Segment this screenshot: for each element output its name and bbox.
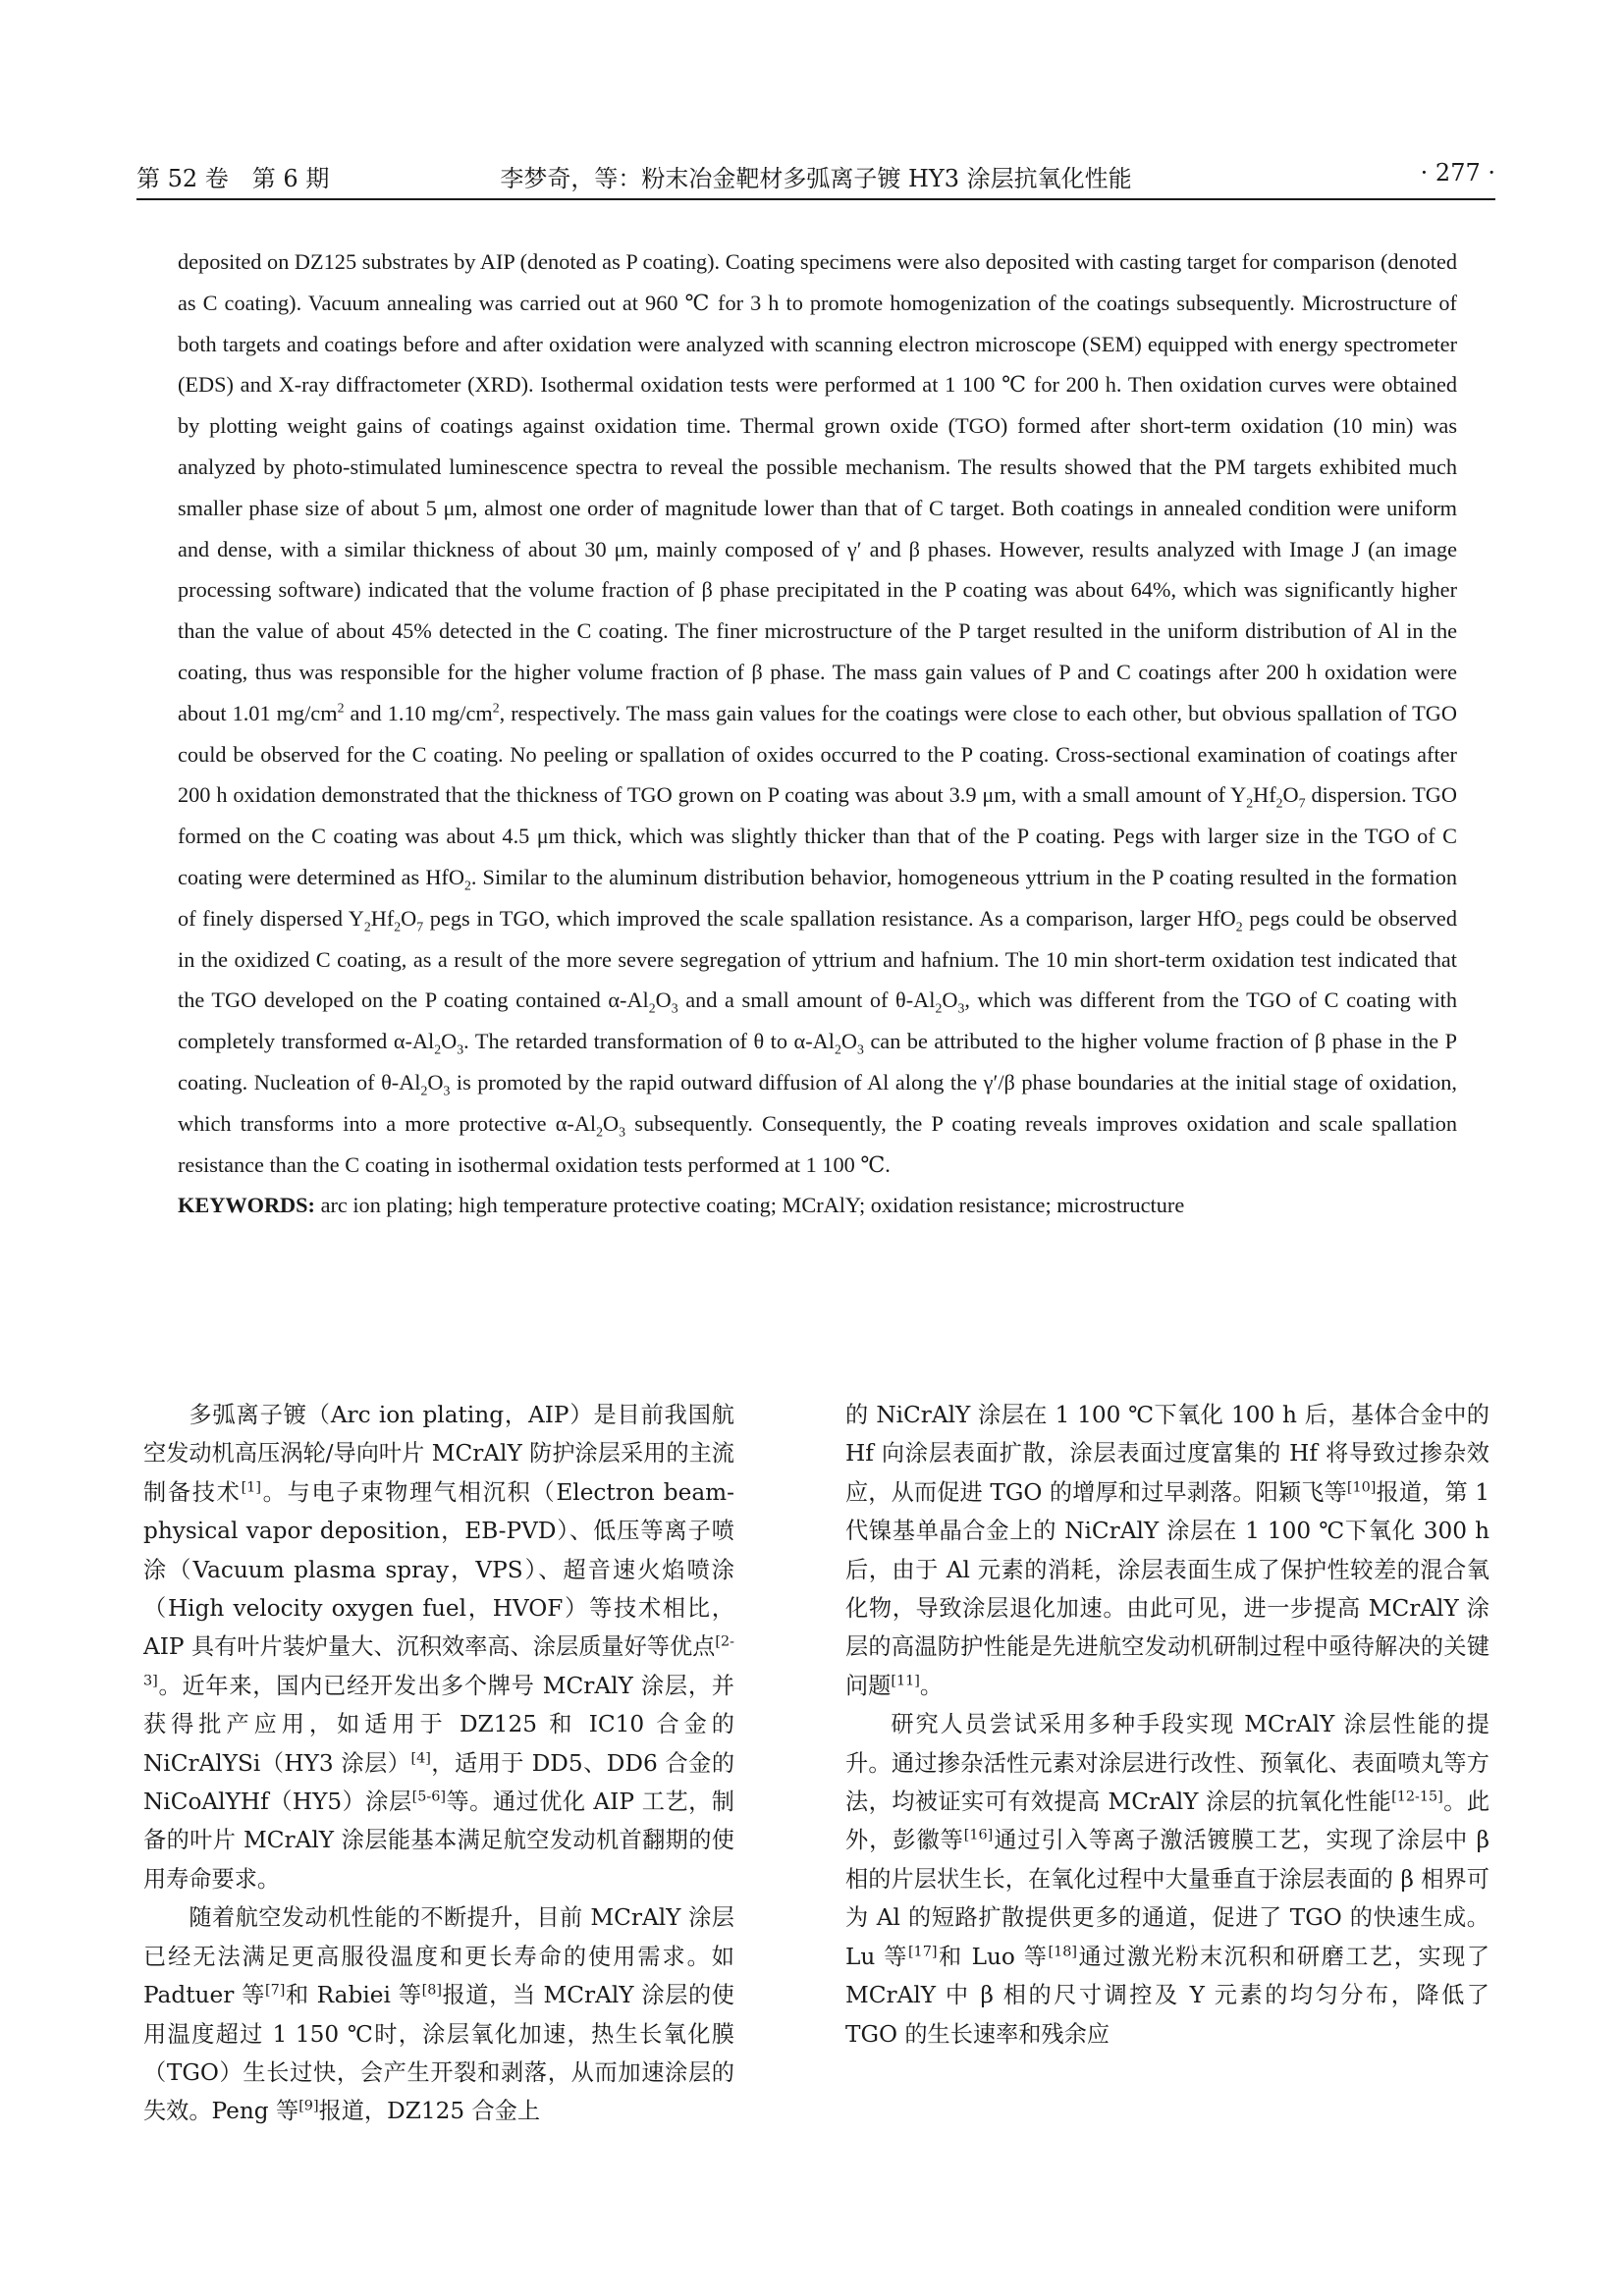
running-header	[136, 155, 1495, 200]
citation: [11]	[891, 1673, 920, 1689]
english-abstract	[178, 241, 1457, 1226]
running-title: 李梦奇，等：粉末冶金靶材多弧离子镀 HY3 涂层抗氧化性能	[500, 165, 1132, 192]
citation: [1]	[241, 1479, 261, 1496]
body-column-left	[143, 1396, 734, 2131]
citation: [18]	[1048, 1943, 1077, 1959]
page-number: · 277 ·	[1420, 159, 1495, 187]
paragraph: 研究人员尝试采用多种手段实现 MCrAlY 涂层性能的提升。通过掺杂活性元素对涂层进行改性、预氧化、表面喷丸等方法，均被证实可有效提高 MCrAlY 涂层的抗氧化性能[12-15]。此外，彭徽等[16]通过引入等离子激活镀膜工艺，实现了涂层中 β 相的片层状生长，在氧化过程中大量垂直于涂层表面的 β 相界可为 Al 的短路扩散提供更多的通道，促进了 TGO 的快速生成。Lu 等[17]和 Luo 等[18]通过激光粉末沉积和研磨工艺，实现了 MCrAlY 中 β 相的尺寸调控及 Y 元素的均匀分布，降低了 TGO 的生长速率和残余应	[845, 1711, 1490, 2048]
volume-issue: 第 52 卷 第 6 期	[136, 165, 330, 192]
citation: [9]	[298, 2098, 319, 2114]
keywords-label: KEYWORDS:	[178, 1193, 315, 1218]
citation: [5-6]	[411, 1789, 447, 1805]
citation: [8]	[421, 1982, 442, 1999]
paragraph: 随着航空发动机性能的不断提升，目前 MCrAlY 涂层已经无法满足更高服役温度和更长寿命的使用需求。如 Padtuer 等[7]和 Rabiei 等[8]报道，当 MCrAlY 涂层的使用温度超过 1 150 ℃时，涂层氧化加速，热生长氧化膜（TGO）生长过快，会产生开裂和剥落，从而加速涂层的失效。Peng 等[9]报道，DZ125 合金上	[143, 1904, 734, 2125]
keywords-text: arc ion plating; high temperature protective coating; MCrAlY; oxidation resistance; microstructure	[315, 1193, 1185, 1218]
paragraph: 多弧离子镀（Arc ion plating，AIP）是目前我国航空发动机高压涡轮/导向叶片 MCrAlY 防护涂层采用的主流制备技术[1]。与电子束物理气相沉积（Electron beam-physical vapor deposition，EB-PVD）、低压等离子喷涂（Vacuum plasma spray，VPS）、超音速火焰喷涂（High velocity oxygen fuel，HVOF）等技术相比，AIP 具有叶片装炉量大、沉积效率高、涂层质量好等优点[2-3]。近年来，国内已经开发出多个牌号 MCrAlY 涂层，并获得批产应用，如适用于 DZ125 和 IC10 合金的 NiCrAlYSi（HY3 涂层）[4]，适用于 DD5、DD6 合金的NiCoAlYHf（HY5）涂层[5-6]等。通过优化 AIP 工艺，制备的叶片 MCrAlY 涂层能基本满足航空发动机首翻期的使用寿命要求。	[143, 1402, 735, 1893]
citation: [10]	[1346, 1479, 1377, 1496]
keywords	[178, 1185, 1457, 1226]
citation: [4]	[410, 1749, 431, 1766]
citation: [2-3]	[143, 1633, 734, 1689]
body-column-right	[845, 1396, 1489, 2054]
citation: [17]	[907, 1943, 938, 1959]
citation: [12-15]	[1391, 1789, 1443, 1805]
citation: [16]	[963, 1827, 994, 1843]
citation: [7]	[265, 1982, 286, 1999]
abstract-body: deposited on DZ125 substrates by AIP (denoted as P coating). Coating specimens were also deposited with casting target for comparison (denoted as C coating). Vacuum annealing was carried out at 960 ℃ for 3 h to promote homogenization of the coatings subsequently. Microstructure of both targets and coatings before and after oxidation were analyzed with scanning electron microscope (SEM) equipped with energy spectrometer (EDS) and X-ray diffractometer (XRD). Isothermal oxidation tests were performed at 1 100 ℃ for 200 h. Then oxidation curves were obtained by plotting weight gains of coatings against oxidation time. Thermal grown oxide (TGO) formed after short-term oxidation (10 min) was analyzed by photo-stimulated luminescence spectra to reveal the possible mechanism. The results showed that the PM targets exhibited much smaller phase size of about 5 μm, almost one order of magnitude lower than that of C target. Both coatings in annealed condition were uniform and dense, with a similar thickness of about 30 μm, mainly composed of γ′ and β phases. However, results analyzed with Image J (an image processing software) indicated that the volume fraction of β phase precipitated in the P coating was about 64%, which was significantly higher than the value of about 45% detected in the C coating. The finer microstructure of the P target resulted in the uniform distribution of Al in the coating, thus was responsible for the higher volume fraction of β phase. The mass gain values of P and C coatings after 200 h oxidation were about 1.01 $mg/cm^2$ and 1.10 $mg/cm^2$, respectively. The mass gain values for the coatings were close to each other, but obvious spallation of TGO could be observed for the C coating. No peeling or spallation of oxides occurred to the P coating. Cross-sectional examination of coatings after 200 h oxidation demonstrated that the thickness of TGO grown on P coating was about 3.9 μm, with a small amount of $Y_2Hf_2O_7$ dispersion. TGO formed on the C coating was about 4.5 μm thick, which was slightly thicker than that of the P coating. Pegs with larger size in the TGO of C coating were determined as HfO$_2$. Similar to the aluminum distribution behavior, homogeneous yttrium in the P coating resulted in the formation of finely dispersed $Y_2Hf_2O_7$ pegs in TGO, which improved the scale spallation resistance. As a comparison, larger HfO$_2$ pegs could be observed in the oxidized C coating, as a result of the more severe segregation of yttrium and hafnium. The 10 min short-term oxidation test indicated that the TGO developed on the P coating contained $\alpha-Al_2O_3$ and a small amount of $\theta-Al_2O_3$, which was different from the TGO of C coating with completely transformed $\alpha-Al_2O_3$. The retarded transformation of θ to $\alpha-Al_2O_3$ can be attributed to the higher volume fraction of β phase in the P coating. Nucleation of $\theta-Al_2O_3$ is promoted by the rapid outward diffusion of Al along the γ′/β phase boundaries at the initial stage of oxidation, which transforms into a more protective $\alpha-Al_2O_3$ subsequently. Consequently, the P coating reveals improves oxidation and scale spallation resistance than the C coating in isothermal oxidation tests performed at 1 100 ℃.	[178, 249, 1458, 1177]
paragraph: 的 NiCrAlY 涂层在 1 100 ℃下氧化 100 h 后，基体合金中的 Hf 向涂层表面扩散，涂层表面过度富集的 Hf 将导致过掺杂效应，从而促进 TGO 的增厚和过早剥落。阳颖飞等[10]报道，第 1 代镍基单晶合金上的 NiCrAlY 涂层在 1 100 ℃下氧化 300 h 后，由于 Al 元素的消耗，涂层表面生成了保护性较差的混合氧化物，导致涂层退化加速。由此可见，进一步提高 MCrAlY 涂层的高温防护性能是先进航空发动机研制过程中亟待解决的关键问题[11]。	[845, 1402, 1489, 1699]
